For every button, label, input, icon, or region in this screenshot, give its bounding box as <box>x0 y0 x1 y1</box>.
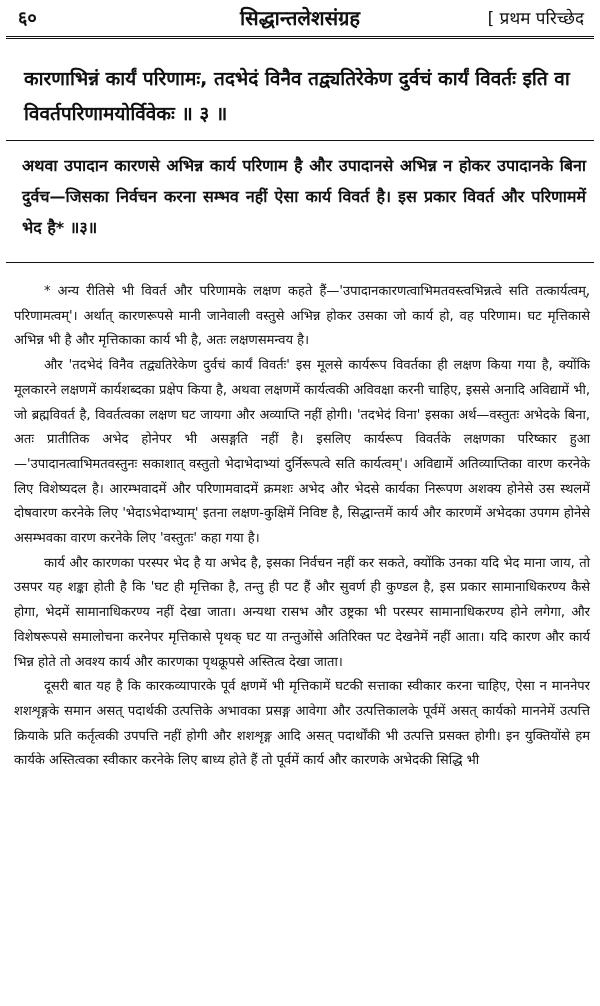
commentary-divider <box>6 262 594 263</box>
commentary-paragraph: कार्य और कारणका परस्पर भेद है या अभेद है, इसका निर्वचन नहीं कर सकते, क्योंकि उनका यदि भेद माना जाय, तो उसपर यह शङ्का होती है कि 'घट ही मृत्तिका है, तन्तु ही पट हैं और सुवर्ण ही कुण्डल है, इस प्रकार सामानाधिकरण्य कैसे होगा, भेदमें सामानाधिकरण्य नहीं देखा जाता। अन्यथा रासभ और उष्ट्रका भी परस्पर सामानाधिकरण्य होने लगेगा, और विशेषरूपसे समालोचना करनेपर मृत्तिकासे पृथक् घट या तन्तुओंसे अतिरिक्त पट देखनेमें नहीं आता। यदि कारण और कार्य भिन्न होते तो अवश्य कार्य और कारणका पृथक्रूपसे अस्तित्व देखा जाता। <box>14 555 590 670</box>
commentary-paragraph: * अन्य रीतिसे भी विवर्त और परिणामके लक्षण कहते हैं—'उपादानकारणत्वाभिमतवस्त्वभिन्नत्वे सति तत्कार्यत्वम्, परिणामत्वम्'। अर्थात् कारणरूपसे मानी जानेवाली वस्तुसे अभिन्न होकर उसका जो कार्य हो, वह परिणाम। घट मृत्तिकासे अभिन्न भी है और मृत्तिकाका कार्य भी है, अतः लक्षणसमन्वय है। <box>14 284 590 349</box>
commentary <box>14 280 590 774</box>
page-header <box>10 4 590 32</box>
sutra-text: कारणाभिन्नं कार्यं परिणामः, तदभेदं विनैव तद्व्यतिरेकेण दुर्वचं कार्यं विवर्तः इति वा विवर्तपरिणामयोर्विवेकः ॥ ३ ॥ <box>24 68 570 125</box>
commentary-paragraph: दूसरी बात यह है कि कारकव्यापारके पूर्व क्षणमें भी मृत्तिकामें घटकी सत्ताका स्वीकार करना चाहिए, ऐसा न माननेपर शशशृङ्गके समान असत् पदार्थकी उत्पत्तिके अभावका प्रसङ्ग आवेगा और उत्पत्तिकालके पूर्वमें असत् कार्यको माननेमें उत्पत्ति क्रियाके प्रति कर्तृत्वकी उपपत्ति नहीं होगी और शशशृङ्ग आदि असत् पदार्थोंकी भी उत्पत्ति प्रसक्त होगी। इन युक्तियोंसे हम कार्यके अस्तित्वका स्वीकार करनेके लिए बाध्य होते हैं तो पूर्वमें कार्य और कारणके अभेदकी सिद्धि भी <box>14 679 590 769</box>
chapter-label: [ प्रथम परिच्छेद <box>487 9 584 29</box>
page-number: ६० <box>18 8 37 29</box>
running-title: सिद्धान्तलेशसंग्रह <box>240 6 360 30</box>
header-rule <box>6 36 594 39</box>
commentary-paragraph: और 'तदभेदं विनैव तद्व्यतिरेकेण दुर्वचं कार्यं विवर्तः' इस मूलसे कार्यरूप विवर्तका ही लक्षण किया गया है, क्योंकि मूलकारने लक्षणमें कार्यशब्दका प्रक्षेप किया है, अथवा लक्षणमें कार्यत्वकी अविवक्षा करनी चाहिए, इससे अनादि अविद्यामें भी, जो ब्रह्मविवर्त है, विवर्तत्वका लक्षण घट जायगा और अव्याप्ति नहीं होगी। 'तदभेदं विना' इसका अर्थ—वस्तुतः अभेदके बिना, अतः प्रातीतिक अभेद होनेपर भी असङ्गति नहीं है। इसलिए कार्यरूप विवर्तके लक्षणका परिष्कार हुआ—'उपादानत्वाभिमतवस्तुनः सकाशात् वस्तुतो भेदाभेदाभ्यां दुर्निरूपत्वे सति कार्यत्वम्'। अविद्यामें अतिव्याप्तिका वारण करनेके लिए विशेष्यदल है। आरम्भवादमें और परिणामवादमें क्रमशः अभेद और भेदसे कार्यका निरूपण अशक्य होनेसे उस स्थलमें दोषवारण करनेके लिए 'भेदाऽभेदाभ्याम्' इतना लक्षण-कुक्षिमें निविष्ट है, सिद्धान्तमें कार्य और कारणमें अभेदका उपगम होनेसे असम्भवका वारण करनेके लिए 'वस्तुतः' कहा गया है। <box>14 358 590 547</box>
translation-text: अथवा उपादान कारणसे अभिन्न कार्य परिणाम है और उपादानसे अभिन्न न होकर उपादानके बिना दुर्वच—जिसका निर्वचन करना सम्भव नहीं ऐसा कार्य विवर्त है। इस प्रकार विवर्त और परिणाममें भेद है* ॥३॥ <box>22 156 586 237</box>
sutra-divider <box>6 140 594 141</box>
